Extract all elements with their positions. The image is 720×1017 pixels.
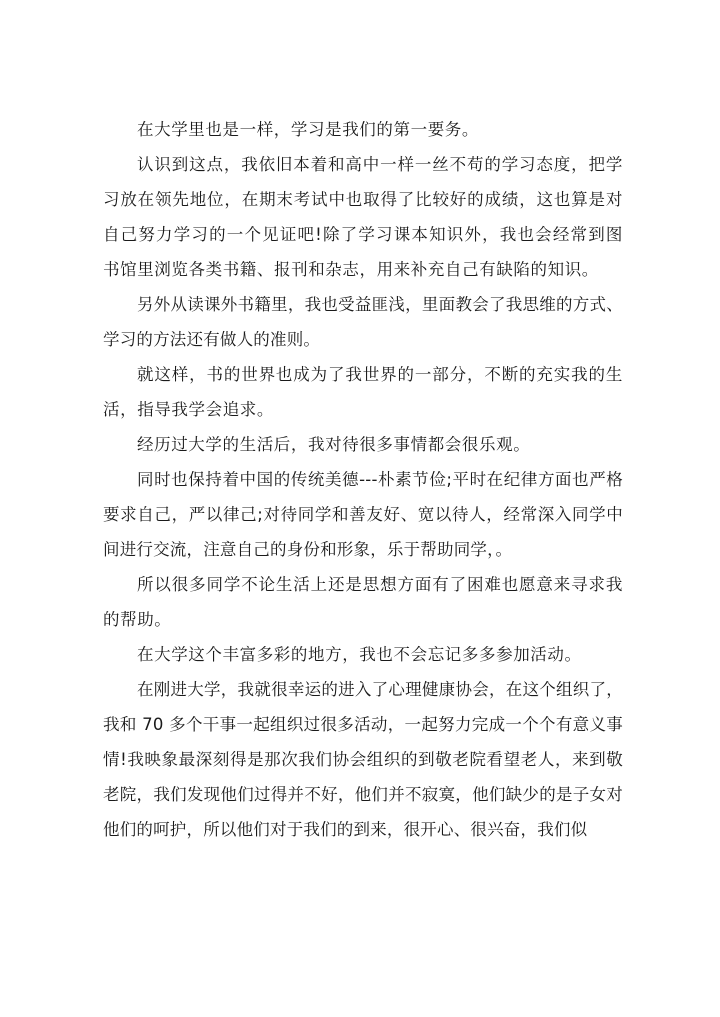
paragraph: 经历过大学的生活后，我对待很多事情都会很乐观。: [137, 435, 531, 454]
paragraph: 认识到这点，我依旧本着和高中一样一丝不苟的学习态度，把学习放在领先地位，在期末考试中也取得了比较好的成绩，这也算是对自己努力学习的一个见证吧!除了学习课本知识外，我也会经常到图书馆里浏览各类书籍、报刊和杂志，用来补充自己有缺陷的知识。: [103, 155, 623, 279]
paragraph: 所以很多同学不论生活上还是思想方面有了困难也愿意来寻求我的帮助。: [103, 575, 623, 629]
paragraph: 另外从读课外书籍里，我也受益匪浅，里面教会了我思维的方式、学习的方法还有做人的准则。: [103, 295, 623, 349]
paragraph: 就这样，书的世界也成为了我世界的一部分，不断的充实我的生活，指导我学会追求。: [103, 365, 623, 419]
paragraph: 在大学里也是一样，学习是我们的第一要务。: [137, 120, 479, 139]
paragraph: 同时也保持着中国的传统美德---朴素节俭;平时在纪律方面也严格要求自己，严以律己;对待同学和善友好、宽以待人，经常深入同学中间进行交流，注意自己的身份和形象，乐于帮助同学，。: [103, 470, 623, 559]
paragraph: 在大学这个丰富多彩的地方，我也不会忘记多多参加活动。: [137, 645, 582, 664]
document-body: [103, 112, 623, 847]
paragraph: 在刚进大学，我就很幸运的进入了心理健康协会，在这个组织了，我和 70 多个干事一起组织过很多活动，一起努力完成一个个有意义事情!我映象最深刻得是那次我们协会组织的到敬老院看望老人，来到敬老院，我们发现他们过得并不好，他们并不寂寞，他们缺少的是子女对他们的呵护，所以他们对于我们的到来，很开心、很兴奋，我们似: [103, 680, 623, 839]
